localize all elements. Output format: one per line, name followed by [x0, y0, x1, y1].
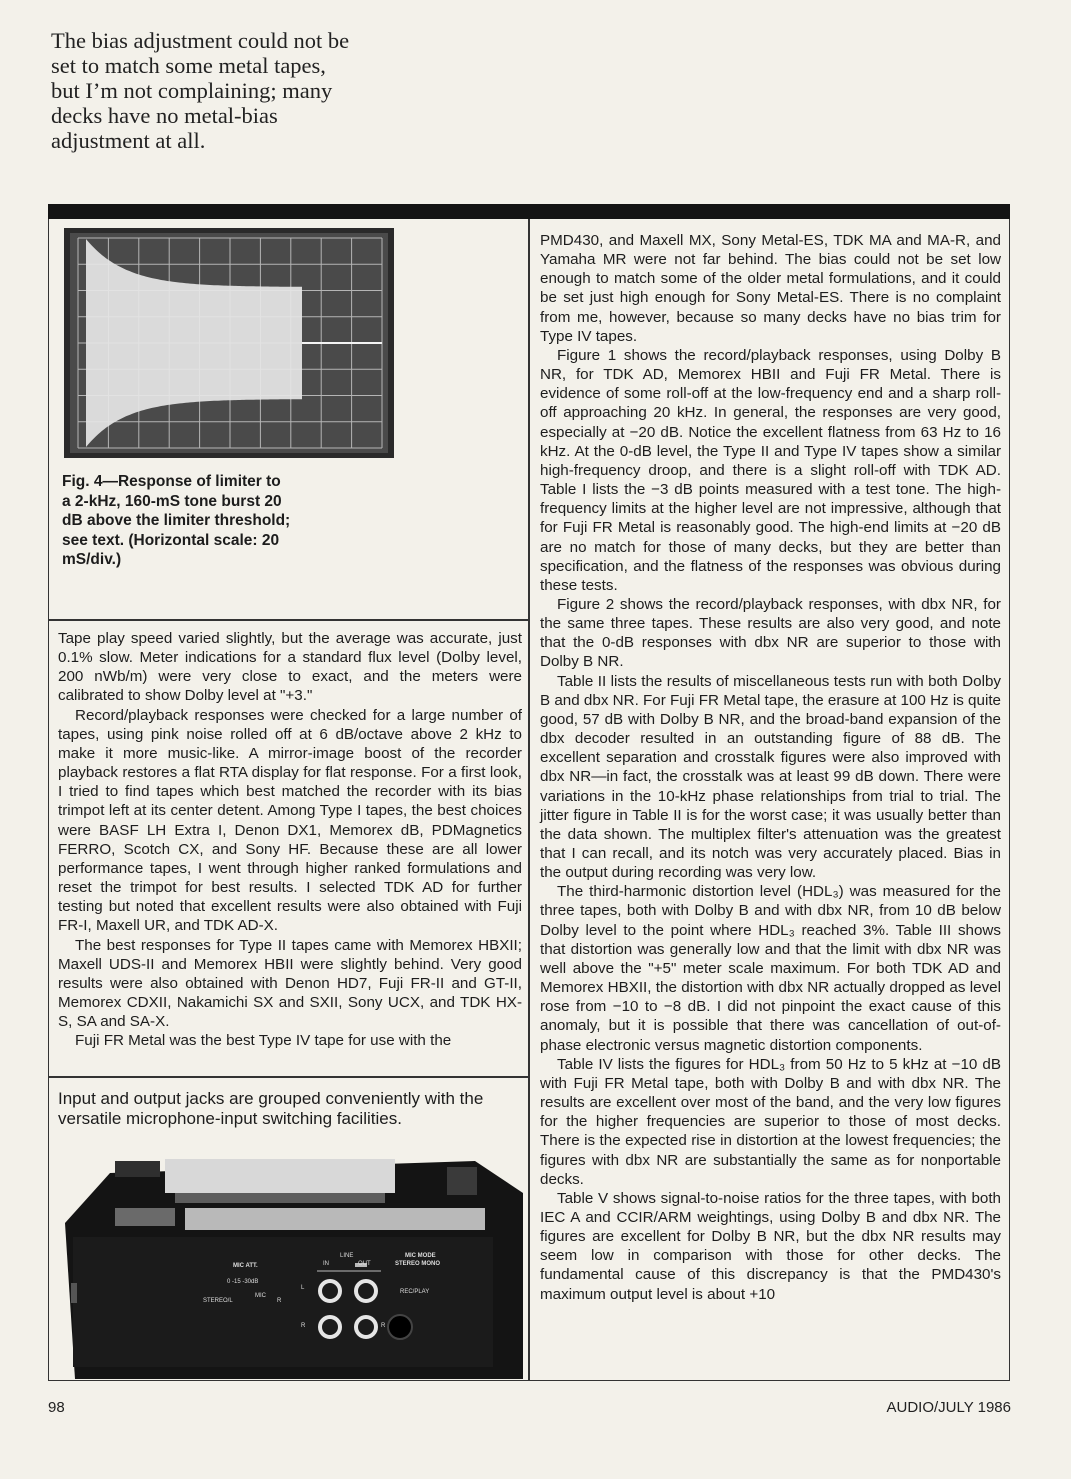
label-out: OUT — [358, 1261, 371, 1267]
paragraph: Fuji FR Metal was the best Type IV tape for use with the — [75, 1032, 452, 1050]
label-mic: MIC — [255, 1293, 266, 1299]
label-mic-att: MIC ATT. — [233, 1263, 258, 1269]
label-rec-play: REC/PLAY — [400, 1289, 430, 1295]
label-att-values: 0 -15 -30dB — [227, 1279, 259, 1285]
label-jack-r-right: R — [381, 1323, 386, 1329]
paragraph: Table IV lists the figures for HDL₃ from 50 Hz to 5 kHz at −10 dB with Fuji FR Metal tape, both with Dolby B and with dbx NR. The results are excellent over most of the band, and the very low figures for the higher frequencies are superior to those of most decks. There is the expected rise in distortion at the lowest frequencies; the figures with dbx NR are substantially the same as for nonportable decks. — [540, 1055, 1001, 1188]
pull-quote: The bias adjustment could not be set to match some metal tapes, but I’m not complaining; many decks have no metal-bias adjustment at all. — [51, 28, 350, 153]
paragraph: Figure 1 shows the record/playback responses, using Dolby B NR, for TDK AD, Memorex HBII and Fuji FR Metal. There is evidence of some roll-off at the low-frequency end and a sharp roll-off approaching 20 kHz. In general, the responses are very good, especially at −20 dB. Notice the excellent flatness from 63 Hz to 16 kHz. At the 0-dB level, the Type II and Type IV tapes show a similar high-frequency droop, and there is a slight roll-off with TDK AD. Table I lists the −3 dB points measured with a test tone. The high-frequency limits at the higher level are not impressive, although that for Fuji FR Metal is reasonably good. The high-end limits at −20 dB are no match for those of many decks, but they are better than specification, and the flatness of the responses was obvious during these tests. — [540, 346, 1001, 594]
paragraph: Record/playback responses were checked for a large number of tapes, using pink noise rolled off at 6 dB/octave above 2 kHz to make it more music-like. A mirror-image boost of the recorder playback restores a flat RTA display for flat response. For a first look, I tried to find tapes which best matched the recorder with its bias trimpot left at its center detent. Among Type I tapes, the best choices were BASF LH Extra I, Denon DX1, Memorex dB, PDMagnetics FERRO, Scotch CX, and Sony HF. Because these are all lower performance tapes, I went through higher ranked formulations and reset the trimpot for best results. I selected TDK AD for further testing but noted that excellent results were also obtained with Fuji FR-I, Maxell UR, and TDK AD-X. — [58, 706, 522, 935]
label-r-small: R — [277, 1298, 282, 1304]
label-jack-r-left: R — [301, 1323, 306, 1329]
left-column-text — [58, 629, 522, 1050]
top-rule — [48, 204, 1010, 219]
photo-box-top-rule — [48, 1076, 529, 1078]
publication-line: AUDIO/JULY 1986 — [886, 1399, 1011, 1416]
oscilloscope-photo — [64, 228, 394, 458]
paragraph: Figure 2 shows the record/playback responses, with dbx NR, for the same three tapes. These results are also very good, and note that the 0-dB responses with dbx NR are superior to those with Dolby B NR. — [540, 595, 1001, 671]
label-in: IN — [323, 1261, 329, 1267]
paragraph: PMD430, and Maxell MX, Sony Metal-ES, TDK MA and MA-R, and Yamaha MR were not far behind. The bias could not be set low enough to match some of the older metal formulations, and it could be set just high enough for Sony Metal-ES. There is no complaint from me, however, because so many decks have no bias trim for Type IV tapes. — [540, 232, 1001, 345]
paragraph: The third-harmonic distortion level (HDL₃) was measured for the three tapes, both with Dolby B and with dbx NR, from 10 dB below Dolby level to the point where HDL₃ reached 3%. Table III shows that distortion was generally low and that the limit with dbx NR was well above the "+5" meter scale maximum. For both TDK AD and Memorex HBXII, the distortion with dbx NR actually dropped as level rose from −10 to −8 dB. I did not pinpoint the exact cause of this anomaly, but it is possible that there was cancellation of out-of-phase electronic versus magnetic distortion components. — [540, 883, 1001, 1054]
label-mic-mode: MIC MODE — [405, 1253, 436, 1259]
column-divider — [528, 219, 530, 1381]
photo-caption: Input and output jacks are grouped conveniently with the versatile microphone-input switching facilities. — [58, 1089, 484, 1128]
paragraph: Table V shows signal-to-noise ratios for the three tapes, with both IEC A and CCIR/ARM weightings, using Dolby B and dbx NR. The figures are excellent for Dolby B NR, but the dbx NR results may seem low in comparison with those for other decks. The fundamental cause of this discrepancy is that the PMD430's maximum output level is about +10 — [540, 1189, 1001, 1303]
figure-box-bottom-rule — [48, 619, 529, 621]
label-jack-l: L — [301, 1285, 305, 1291]
label-stereo-mono: STEREO MONO — [395, 1261, 441, 1267]
page-number: 98 — [48, 1399, 65, 1416]
right-column-text — [540, 231, 1001, 1304]
paragraph: Table II lists the results of miscellaneous tests run with both Dolby B and dbx NR. For Fuji FR Metal tape, the erasure at 100 Hz is quite good, 57 dB with Dolby B NR, and the broad-band expansion of the dbx decoder resulted in an outstanding figure of 88 dB. The excellent separation and crosstalk figures were also improved with dbx NR—in fact, the crosstalk was at least 99 dB down. There were variations in the 10-kHz phase relationships from trial to trial. The jitter figure in Table II is for the worst case; it was usually better than the data shown. The multiplex filter's attenuation was the greatest that I can recall, and its notch was very accurately placed. Bias in the output during recording was very low. — [540, 672, 1001, 882]
figure-4-caption: Fig. 4—Response of limiter to a 2-kHz, 160-mS tone burst 20 dB above the limiter threshold; see text. (Horizontal scale: 20 mS/div.) — [62, 473, 291, 568]
paragraph: The best responses for Type II tapes came with Memorex HBXII; Maxell UDS-II and Memorex HBII were slightly behind. Very good results were also obtained with Denon HD7, Fuji FR-II and GT-II, Memorex CDXII, Nakamichi SX and SXII, Sony UCX, and TDK HX-S, SA and SA-X. — [58, 936, 522, 1031]
label-line: LINE — [340, 1253, 354, 1259]
paragraph: Tape play speed varied slightly, but the average was accurate, just 0.1% slow. Meter indications for a standard flux level (Dolby level, 200 nWb/m) were very close to exact, and the meters were calibrated to show Dolby level at "+3." — [58, 630, 522, 705]
cassette-deck-photo — [55, 1153, 523, 1379]
label-stereo-l: STEREO/L — [203, 1298, 233, 1304]
